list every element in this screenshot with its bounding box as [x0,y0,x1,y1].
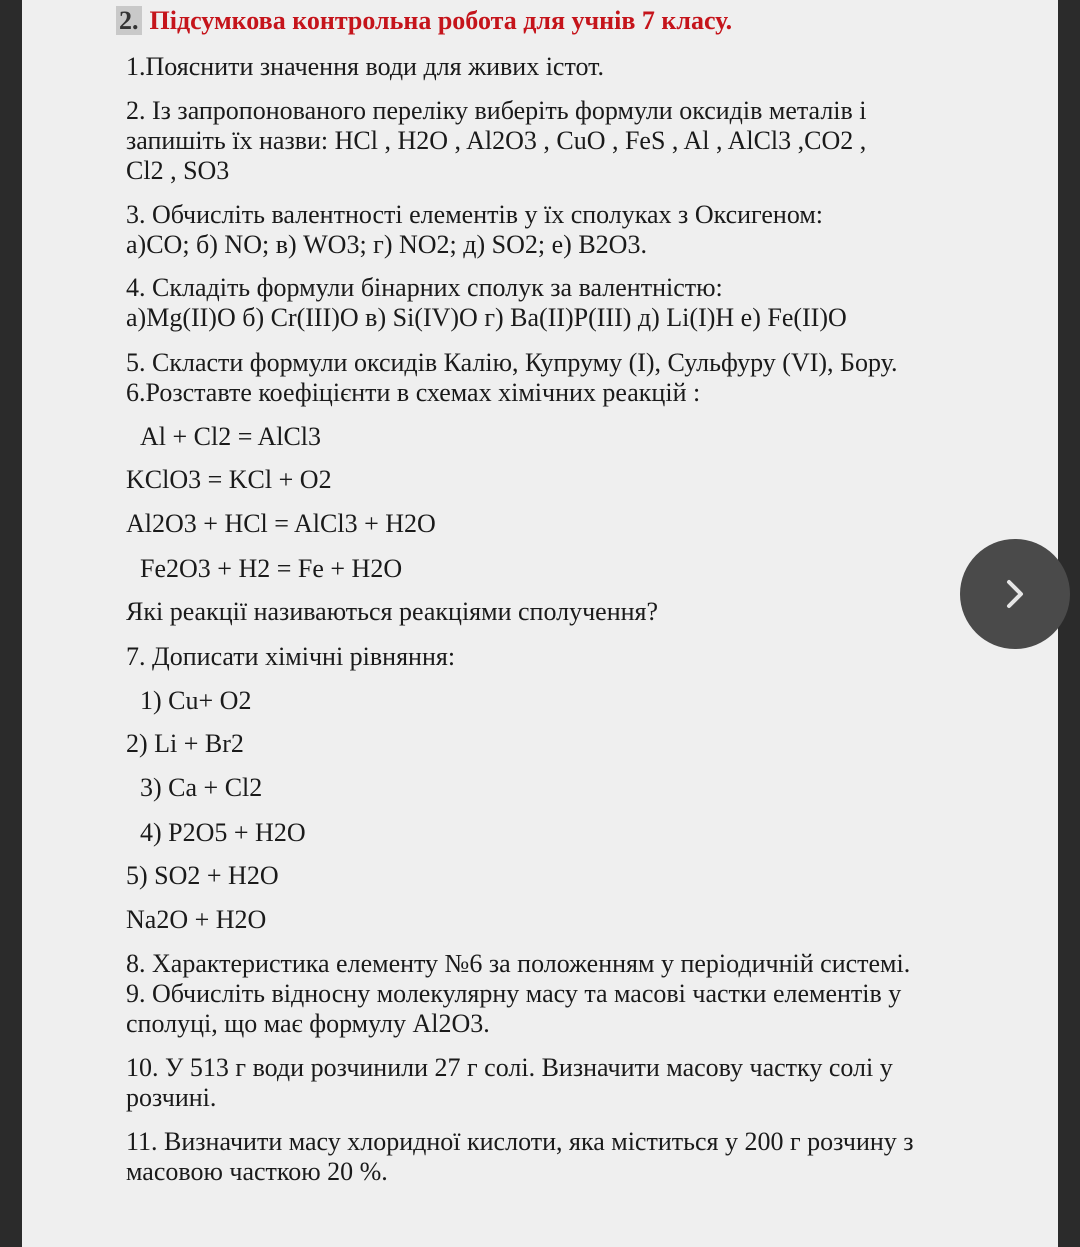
equation-1: 1) Cu+ O2 [140,686,252,715]
question-6-followup: Які реакції називаються реакціями сполучення? [126,597,659,626]
question-9-line: 9. Обчисліть відносну молекулярну масу та масові частки елементів у [126,979,902,1008]
question-6: 6.Розставте коефіцієнти в схемах хімічних реакцій : [126,378,701,407]
question-1: 1.Пояснити значення води для живих істот. [126,52,605,81]
reaction-4: Fe2O3 + H2 = Fe + H2O [140,554,403,583]
equation-4: 4) P2O5 + H2O [140,818,306,847]
question-7: 7. Дописати хімічні рівняння: [126,642,456,671]
question-5: 5. Скласти формули оксидів Калію, Купруму (I), Сульфуру (VI), Бору. [126,348,898,377]
reaction-3: Al2O3 + HCl = AlCl3 + H2O [126,509,436,538]
question-4 [126,273,847,333]
question-3-line: а)CO; б) NO; в) WO3; г) NO2; д) SO2; е) B2O3. [126,230,647,259]
title-number: 2. [116,6,142,35]
reaction-2: KClO3 = KCl + O2 [126,465,332,494]
question-3 [126,200,823,260]
question-11 [126,1127,914,1187]
question-4-line: а)Mg(II)O б) Cr(III)O в) Si(IV)O г) Ba(II)P(III) д) Li(I)H е) Fe(II)O [126,303,847,332]
question-2 [126,96,867,186]
question-9 [126,979,901,1039]
question-10 [126,1053,893,1113]
chevron-right-icon [997,576,1033,612]
question-11-line: 11. Визначити масу хлоридної кислоти, яка міститься у 200 г розчину з [126,1127,914,1156]
question-11-line: масовою часткою 20 %. [126,1157,388,1186]
question-2-line: запишіть їх назви: HCl , H2O , Al2O3 , CuO , FeS , Al , AlCl3 ,CO2 , [126,126,867,155]
title-text: Підсумкова контрольна робота для учнів 7 класу. [149,6,733,35]
question-2-line: Cl2 , SO3 [126,156,230,185]
document-page [22,0,1058,1247]
question-8: 8. Характеристика елементу №6 за положенням у періодичній системі. [126,949,911,978]
equation-6: Na2O + H2O [126,905,267,934]
page-title [116,6,732,36]
question-9-line: сполуці, що має формулу Al2O3. [126,1009,490,1038]
equation-2: 2) Li + Br2 [126,729,244,758]
question-10-line: розчині. [126,1083,217,1112]
question-4-line: 4. Складіть формули бінарних сполук за валентністю: [126,273,723,302]
question-3-line: 3. Обчисліть валентності елементів у їх сполуках з Оксигеном: [126,200,823,229]
equation-3: 3) Ca + Cl2 [140,773,263,802]
question-10-line: 10. У 513 г води розчинили 27 г солі. Визначити масову частку солі у [126,1053,893,1082]
question-2-line: 2. Із запропонованого переліку виберіть формули оксидів металів і [126,96,867,125]
next-page-button[interactable] [960,539,1070,649]
equation-5: 5) SO2 + H2O [126,861,279,890]
reaction-1: Al + Cl2 = AlCl3 [140,422,322,451]
